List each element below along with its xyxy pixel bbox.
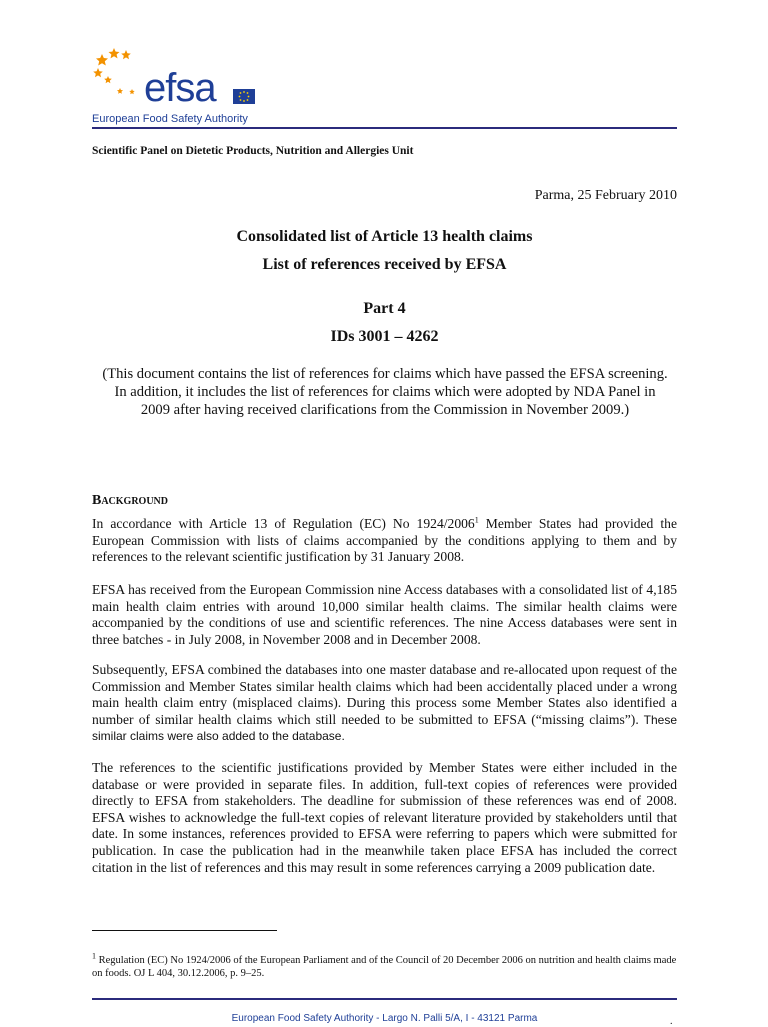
star-arc-icon	[92, 44, 152, 104]
footer-address: European Food Safety Authority - Largo N. Palli 5/A, I - 43121 Parma	[231, 1013, 538, 1024]
paragraph-3-text-a: Subsequently, EFSA combined the databases into one master database and re-allocated upon request of the Commission and Member States similar health claims which had been accidentally placed under a wrong main health claim entry (misplaced claims). During this process some Member States also identified a number of similar health claims which still needed to be submitted to EFSA (“missing claims”).	[92, 662, 677, 727]
paragraph-3-text-b: These similar claims were also added to the database.	[92, 712, 677, 744]
paragraph-3	[92, 662, 677, 745]
footnote-1	[92, 951, 677, 980]
page-number: .	[670, 1016, 673, 1027]
logo-wordmark: efsa	[144, 66, 216, 110]
paragraph-1-text-b: Member States had provided the European Commission with lists of claims accompanied by the conditions applying to them and by references to the relevant scientific justification by 31 January 2008.	[92, 516, 677, 565]
eu-flag-icon	[233, 89, 255, 104]
header-rule	[92, 127, 677, 129]
title-line-2: List of references received by EFSA	[262, 256, 507, 273]
paragraph-4: The references to the scientific justifications provided by Member States were either included in the database or were provided in separate files. In addition, full-text copies of references were provided directly to EFSA from stakeholders. The deadline for submission of these references was end of 2008. EFSA wishes to acknowledge the full-text copies of relevant literature provided by stakeholders until that date. In some instances, references provided to EFSA were referring to papers which were submitted for publication. In case the publication had in the meanwhile taken place EFSA has included the correct citation in the list of references and this may result in some references carrying a 2009 publication date.	[92, 760, 677, 875]
section-heading-background: Background	[92, 493, 169, 508]
document-date: Parma, 25 February 2010	[534, 188, 677, 203]
paragraph-1	[92, 516, 677, 566]
footer-rule	[92, 998, 677, 1000]
paragraph-1-text-a: In accordance with Article 13 of Regulation (EC) No 1924/2006	[92, 516, 475, 531]
footnote-ref-1[interactable]: 1	[474, 515, 479, 525]
intro-note: (This document contains the list of references for claims which have passed the EFSA screening. In addition, it includes the list of references for claims which were adopted by NDA Panel in 2009 after having received clarifications from the Commission in November 2009.)	[102, 366, 668, 418]
title-line-1: Consolidated list of Article 13 health claims	[236, 228, 533, 245]
part-number: Part 4	[363, 300, 406, 317]
logo-subtitle: European Food Safety Authority	[92, 113, 248, 125]
footnote-separator	[92, 930, 277, 931]
unit-name: Scientific Panel on Dietetic Products, Nutrition and Allergies Unit	[92, 145, 414, 157]
footnote-mark: 1	[92, 951, 96, 961]
id-range: IDs 3001 – 4262	[330, 328, 439, 345]
footnote-text: Regulation (EC) No 1924/2006 of the European Parliament and of the Council of 20 December 2006 on nutrition and health claims made on foods. OJ L 404, 30.12.2006, p. 9–25.	[92, 955, 677, 979]
paragraph-2: EFSA has received from the European Commission nine Access databases with a consolidated list of 4,185 main health claim entries with around 10,000 similar health claims. The similar health claims were accompanied by the conditions of use and scientific references. The nine Access databases were sent in three batches - in July 2008, in November 2008 and in December 2008.	[92, 582, 677, 647]
efsa-logo	[92, 44, 292, 130]
